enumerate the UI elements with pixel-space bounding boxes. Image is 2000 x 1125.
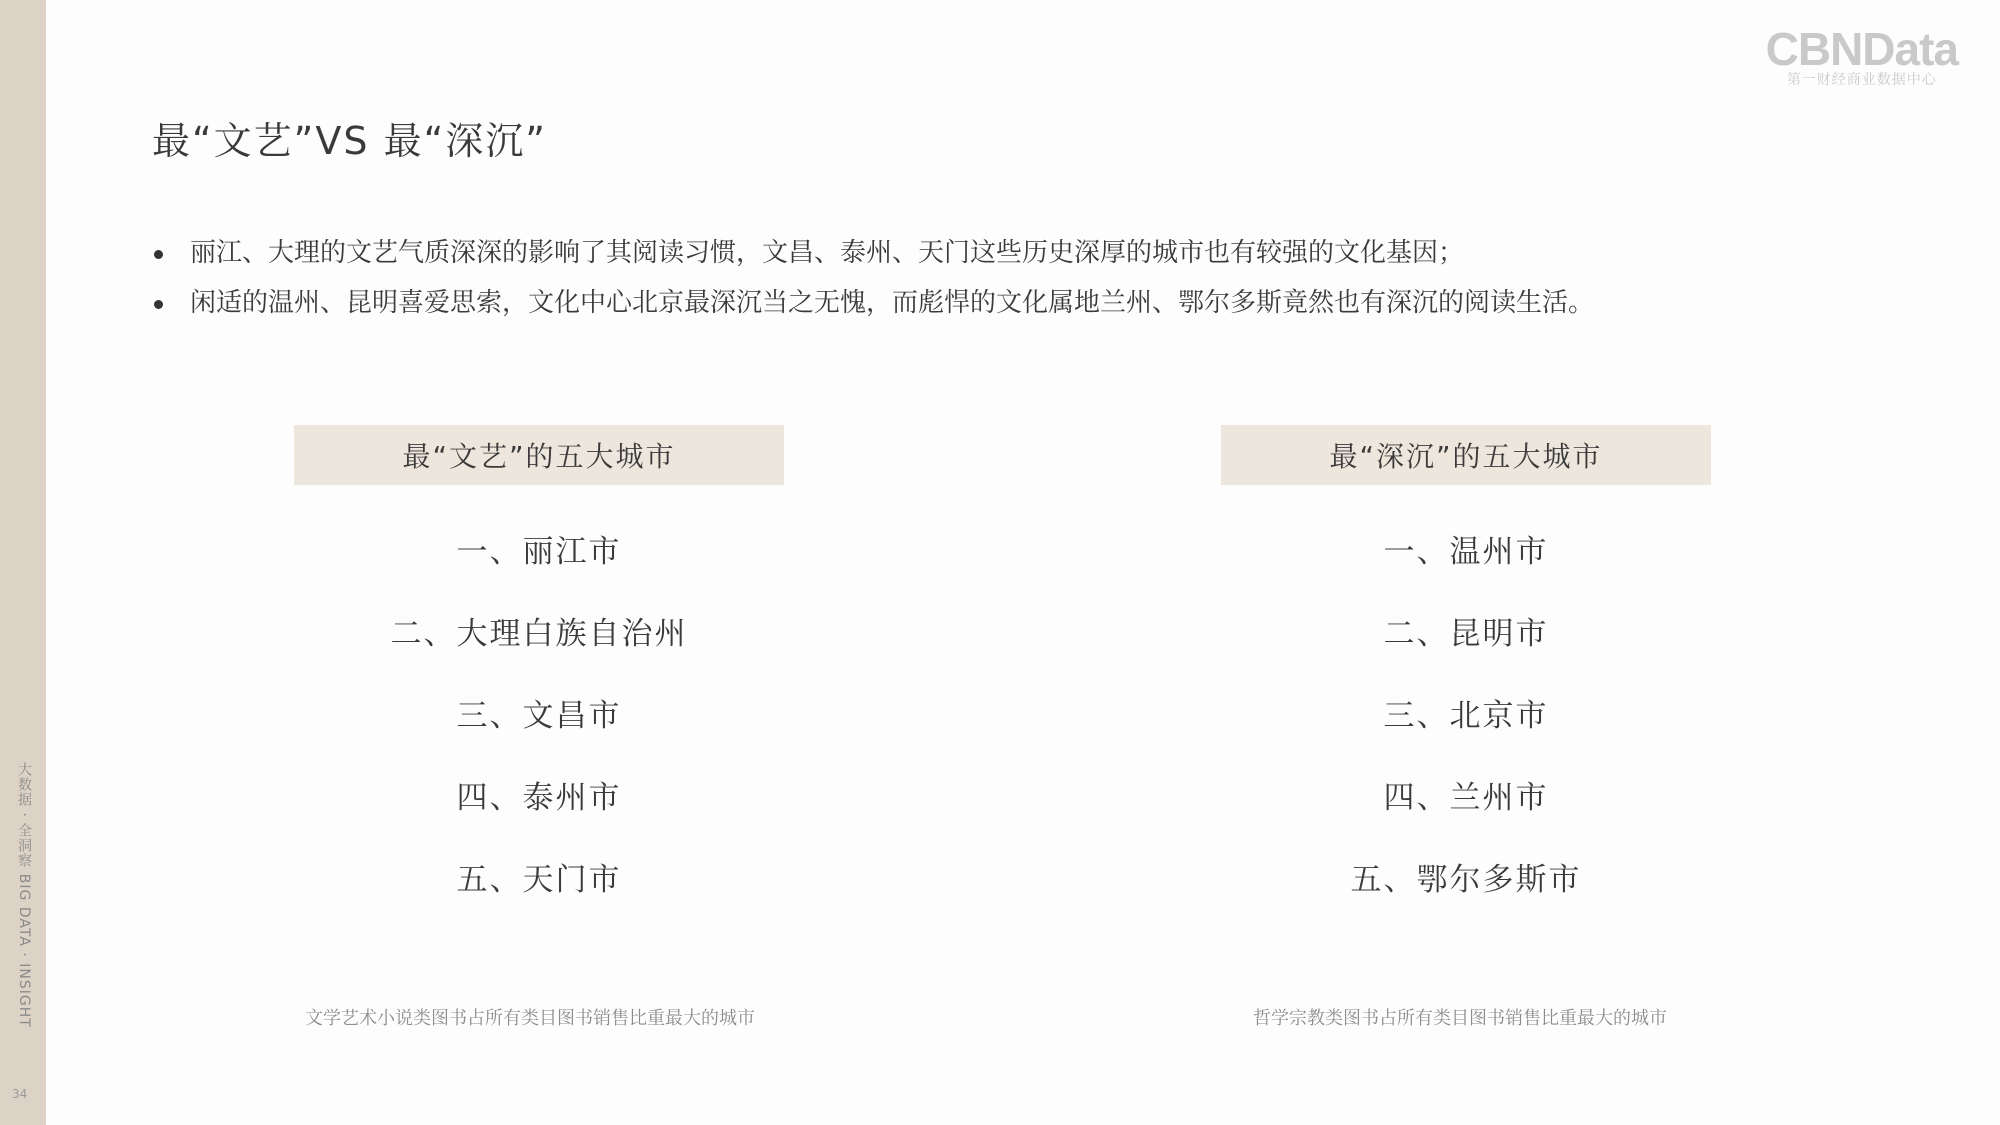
list-item: 一、温州市 bbox=[1383, 534, 1549, 570]
profound-cities-list bbox=[1221, 511, 1711, 921]
literary-caption: 文学艺术小说类图书占所有类目图书销售比重最大的城市 bbox=[305, 1008, 755, 1029]
logo-sub-text: 第一财经商业数据中心 bbox=[1786, 72, 1937, 88]
page-number: 34 bbox=[12, 1087, 28, 1101]
bullet-item bbox=[152, 232, 1852, 274]
literary-cities-list bbox=[294, 511, 784, 921]
profound-cities-header: 最“深沉”的五大城市 bbox=[1221, 425, 1711, 485]
page-title: 最“文艺”VS 最“深沉” bbox=[152, 119, 547, 163]
literary-cities-header: 最“文艺”的五大城市 bbox=[294, 425, 784, 485]
literary-cities-column bbox=[294, 425, 784, 921]
list-item: 三、文昌市 bbox=[456, 698, 622, 734]
bullet-item bbox=[152, 282, 1852, 324]
bullet-dot-icon bbox=[154, 250, 163, 259]
profound-cities-column bbox=[1221, 425, 1711, 921]
list-item: 四、兰州市 bbox=[1383, 780, 1549, 816]
cbndata-logo bbox=[1766, 24, 1958, 88]
profound-caption: 哲学宗教类图书占所有类目图书销售比重最大的城市 bbox=[1253, 1008, 1667, 1029]
list-item: 三、北京市 bbox=[1383, 698, 1549, 734]
list-item: 五、鄂尔多斯市 bbox=[1350, 862, 1582, 898]
list-item: 四、泰州市 bbox=[456, 780, 622, 816]
bullet-list bbox=[152, 232, 1852, 332]
list-item: 一、丽江市 bbox=[456, 534, 622, 570]
list-item: 二、大理白族自治州 bbox=[390, 616, 688, 652]
sidebar bbox=[0, 0, 46, 1125]
bullet-dot-icon bbox=[154, 300, 163, 309]
sidebar-vertical-text: 大数据 · 全洞察 BIG DATA · INSIGHT bbox=[16, 762, 32, 1028]
list-item: 五、天门市 bbox=[456, 862, 622, 898]
list-item: 二、昆明市 bbox=[1383, 616, 1549, 652]
bullet-text: 闲适的温州、昆明喜爱思索，文化中心北京最深沉当之无愧，而彪悍的文化属地兰州、鄂尔多斯竟然也有深沉的阅读生活。 bbox=[190, 288, 1595, 318]
bullet-text: 丽江、大理的文艺气质深深的影响了其阅读习惯，文昌、泰州、天门这些历史深厚的城市也有较强的文化基因； bbox=[190, 238, 1465, 268]
logo-main-text: CBNData bbox=[1765, 23, 1958, 75]
